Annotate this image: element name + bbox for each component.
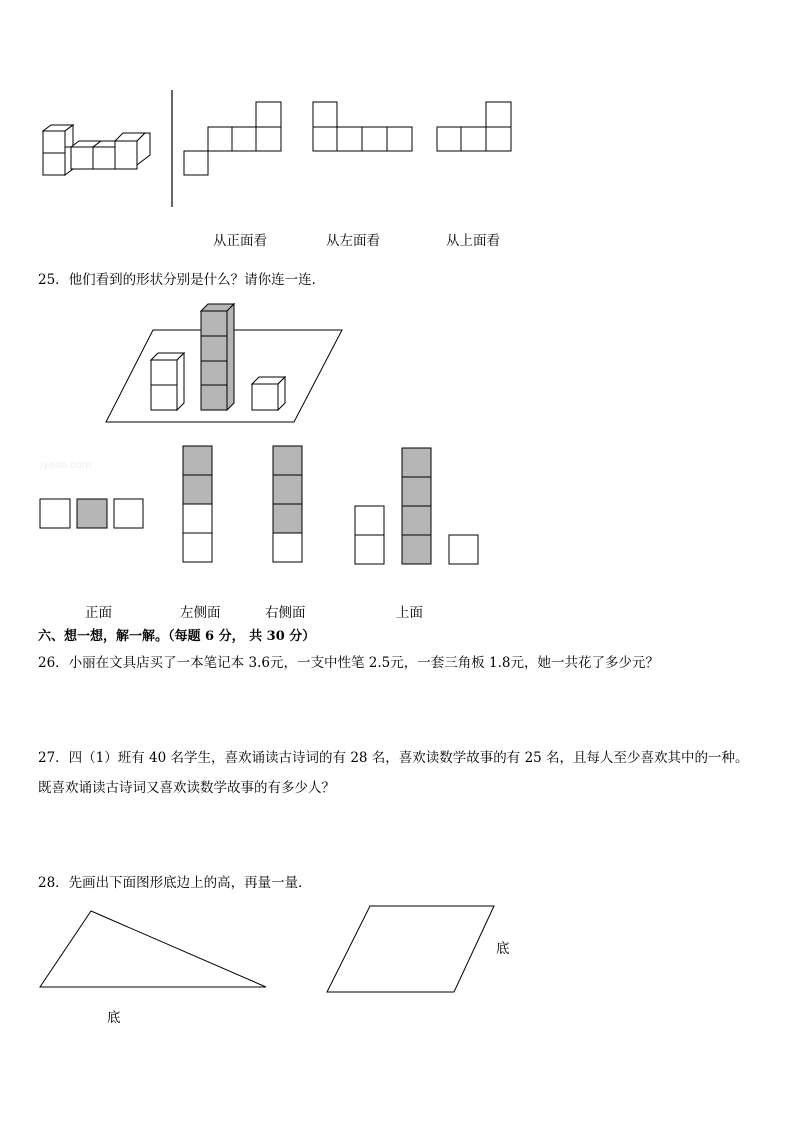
q25-label-right-side: 右侧面 (265, 605, 306, 621)
q24-label-top: 从上面看 (446, 233, 500, 249)
q25-prompt: 25．他们看到的形状分别是什么？请你连一连． (38, 272, 326, 288)
q28-prompt: 28．先画出下面图形底边上的高，再量一量． (38, 875, 312, 891)
q24-label-front: 从正面看 (213, 233, 267, 249)
q27-line2: 既喜欢诵读古诗词又喜欢读数学故事的有多少人？ (38, 780, 335, 796)
q25-label-front: 正面 (85, 605, 112, 621)
q25-label-left-side: 左侧面 (180, 605, 221, 621)
q24-label-left: 从左面看 (326, 233, 380, 249)
q28-parallelogram-base-label: 底 (496, 941, 510, 957)
q26-text: 26．小丽在文具店买了一本笔记本 3.6元，一支中性笔 2.5元，一套三角板 1.8元，她一共花了多少元？ (38, 655, 659, 671)
q25-label-top: 上面 (396, 605, 423, 621)
watermark: jyeoo.com (40, 460, 92, 471)
section-heading: 六、想一想，解一解。（每题 6 分， 共 30 分） (38, 629, 316, 644)
q27-line1: 27．四（1）班有 40 名学生，喜欢诵读古诗词的有 28 名，喜欢读数学故事的有 25 名，且每人至少喜欢其中的一种。 (38, 750, 749, 766)
q28-triangle-base-label: 底 (107, 1010, 121, 1026)
